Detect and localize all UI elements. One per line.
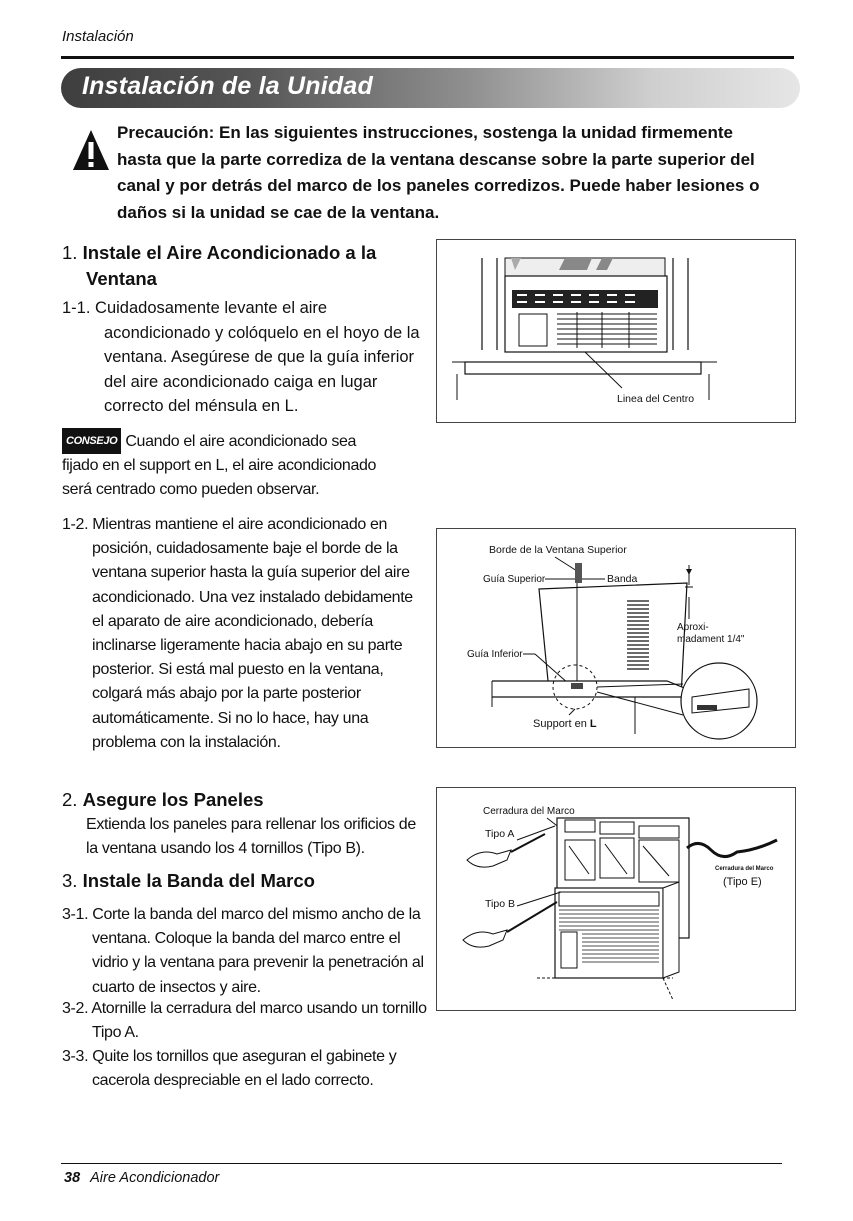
step-2-heading: [62, 787, 422, 813]
approx-label-2: madament 1/4": [677, 634, 745, 645]
step-1-1: [62, 296, 432, 419]
page-title: Instalación de la Unidad: [82, 72, 373, 100]
figure-window-installation: [436, 239, 796, 423]
figure-frame-lock: [436, 787, 796, 1011]
step-1-1-text: Cuidadosamente levante el aire acondicionado y colóquelo en el hoyo de la ventana. Asegúrese de que la guía inferior del aire acondicionado caiga en lugar correcto del ménsula en L.: [95, 299, 420, 415]
step-2-number: 2.: [62, 789, 78, 810]
step-1-heading: [62, 240, 422, 292]
step-3-heading: [62, 868, 422, 894]
page-number: 38: [64, 1170, 81, 1186]
section-label: Instalación: [62, 28, 134, 45]
step-3-title: Instale la Banda del Marco: [82, 870, 315, 891]
step-1-title: Instale el Aire Acondicionado a la Ventana: [82, 242, 377, 289]
figure-window-edge: [436, 528, 796, 748]
center-line-label: Linea del Centro: [617, 393, 695, 405]
band-label: Banda: [607, 573, 638, 585]
tip-block: [62, 428, 387, 503]
frame-lock-small-label: Cerradura del Marco: [715, 866, 774, 872]
step-3-1-number: 3-1.: [62, 906, 89, 923]
upper-edge-label: Borde de la Ventana Superior: [489, 544, 627, 556]
support-label-l: L: [589, 718, 597, 730]
step-1-1-number: 1-1.: [62, 299, 91, 317]
step-3-2-text: Atornille la cerradura del marco usando un tornillo Tipo A.: [91, 1000, 427, 1042]
footer-title: Aire Acondicionador: [90, 1170, 220, 1186]
support-label: [533, 718, 597, 730]
step-3-2-number: 3-2.: [62, 1000, 89, 1017]
type-a-label: Tipo A: [485, 828, 515, 840]
step-3-3-number: 3-3.: [62, 1048, 89, 1065]
step-2-text: Extienda los paneles para rellenar los orificios de la ventana usando los 4 tornillos (Tipo B).: [86, 816, 416, 858]
frame-lock-label: Cerradura del Marco: [483, 806, 575, 817]
step-3-3: [62, 1045, 432, 1093]
step-1-2: [62, 513, 424, 755]
bottom-divider: [61, 1163, 782, 1164]
approx-label-1: Aproxi-: [677, 622, 709, 633]
step-2-title: Asegure los Paneles: [82, 789, 264, 810]
warning-icon: [72, 128, 110, 172]
step-1-number: 1.: [62, 242, 78, 263]
support-label-text: Support en: [533, 718, 587, 730]
upper-guide-label: Guía Superior: [483, 574, 546, 585]
tip-text: Cuando el aire acondicionado sea fijado en el support en L, el aire acondicionado será centrado como pueden observar.: [62, 433, 377, 499]
step-3-1: [62, 903, 432, 1000]
page-footer: [64, 1170, 219, 1186]
type-e-label: (Tipo E): [723, 876, 762, 888]
step-1-2-number: 1-2.: [62, 516, 89, 533]
step-1-2-text: Mientras mantiene el aire acondicionado en posición, cuidadosamente baje el borde de la ventana superior hasta la guía superior del aire acondicionado. Una vez instalado debidamente el aparato de aire acondicionado, debería inclinarse ligeramente hacia abajo en su parte posterior. Si está mal puesto en la ventana, colgará más abajo por la parte posterior automáticamente. Si no lo hace, hay una problema con la instalación.: [92, 516, 413, 751]
caution-text: Precaución: En las siguientes instrucciones, sostenga la unidad firmemente hasta que la parte corrediza de la ventana descanse sobre la parte superior del canal y por detrás del marco de los paneles corredizos. Puede haber lesiones o daños si la unidad se cae de la ventana.: [117, 123, 760, 222]
step-3-number: 3.: [62, 870, 78, 891]
tip-badge: CONSEJO: [62, 428, 121, 454]
type-b-label: Tipo B: [485, 898, 515, 910]
step-3-3-text: Quite los tornillos que aseguran el gabinete y cacerola despreciable en el lado correcto.: [92, 1048, 397, 1090]
top-divider: [61, 56, 794, 59]
lower-guide-label: Guía Inferior: [467, 649, 523, 660]
step-3-2: [62, 997, 432, 1045]
step-3-1-text: Corte la banda del marco del mismo ancho de la ventana. Coloque la banda del marco entre el vidrio y la ventana para prevenir la penetración al cuarto de insectos y aire.: [92, 906, 424, 996]
